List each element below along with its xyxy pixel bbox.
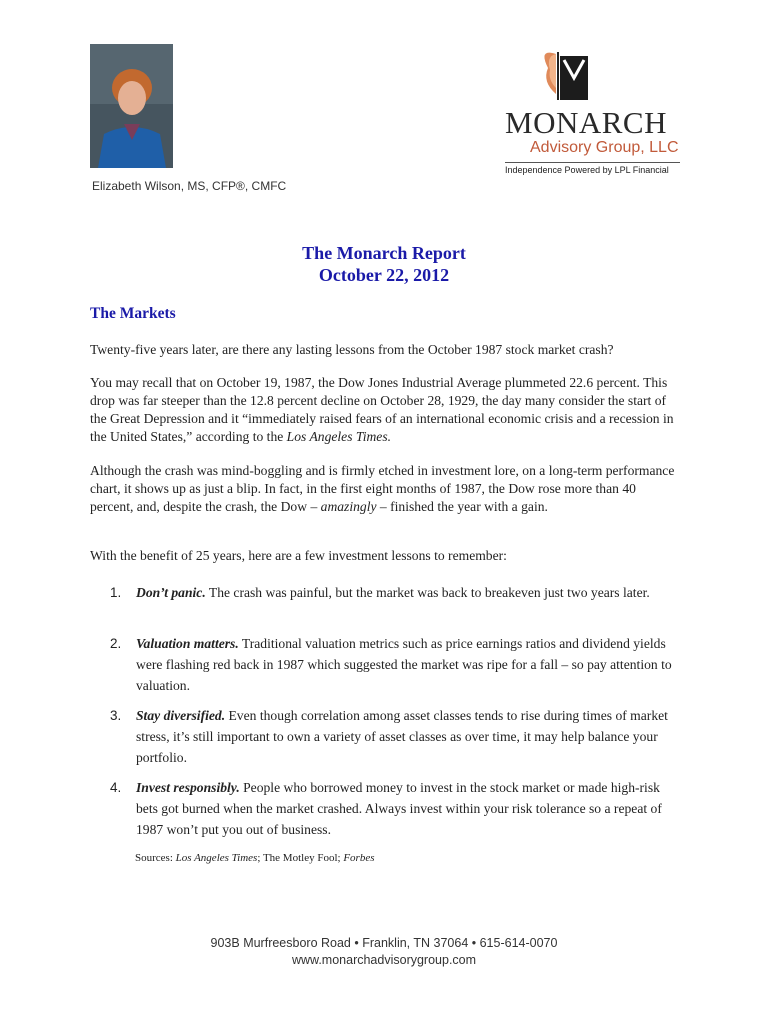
list-item-heading: Invest responsibly.: [136, 780, 240, 795]
list-item-body: Even though correlation among asset classes tends to rise during times of market stress, it’s still important to own a variety of asset classes as over time, it may help balance your portfolio.: [136, 708, 668, 765]
section-heading: The Markets: [90, 305, 176, 322]
footer-address: 903B Murfreesboro Road • Franklin, TN 37064 • 615-614-0070: [210, 936, 558, 950]
report-title-date: October 22, 2012: [318, 265, 450, 285]
sources-separator: ; The Motley Fool;: [257, 852, 344, 864]
list-item-heading: Don’t panic.: [136, 585, 206, 600]
paragraph-crash: [90, 374, 680, 446]
source-forbes: Forbes: [343, 852, 375, 864]
portrait-image: [90, 44, 173, 168]
logo-tagline: Independence Powered by LPL Financial: [505, 165, 669, 175]
list-item-number: 1.: [110, 585, 122, 600]
list-item: [110, 705, 680, 768]
paragraph-intro: Twenty-five years later, are there any lasting lessons from the October 1987 stock market crash?: [90, 342, 614, 357]
paragraph-blip-b: – finished the year with a gain.: [376, 499, 548, 514]
list-item-number: 4.: [110, 780, 122, 795]
list-item-number: 2.: [110, 636, 122, 651]
source-la-times: Los Angeles Times: [175, 852, 258, 864]
sources-label: Sources:: [135, 852, 176, 864]
list-item: [110, 582, 680, 603]
author-photo: [90, 44, 173, 168]
paragraph-crash-text: You may recall that on October 19, 1987, the Dow Jones Industrial Average plummeted 22.6 percent. This drop was far steeper than the 12.8 percent decline on October 28, 1929, the day many consider the start of the Great Depression and it “immediately raised fears of an international economic crisis and a recession in the United States,” according to the: [90, 375, 674, 444]
logo-name: MONARCH: [505, 105, 667, 140]
logo-subtitle: Advisory Group, LLC: [530, 139, 679, 156]
list-item-heading: Stay diversified.: [136, 708, 226, 723]
report-title: [0, 242, 768, 286]
paragraph-blip-a: Although the crash was mind-boggling and is firmly etched in investment lore, on a long-term performance chart, it shows up as just a blip. In fact, in the first eight months of 1987, the Dow rose more than 40 percent, and, despite the crash, the Dow –: [90, 463, 675, 514]
butterfly-icon: [498, 48, 682, 108]
list-item-number: 3.: [110, 708, 122, 723]
list-item-body: Traditional valuation metrics such as price earnings ratios and dividend yields were flashing red back in 1987 which suggested the market was ripe for a fall – so pay attention to valuation.: [136, 636, 672, 693]
paragraph-blip: [90, 462, 680, 516]
list-item: [110, 633, 680, 696]
list-item-heading: Valuation matters.: [136, 636, 239, 651]
report-title-name: The Monarch Report: [302, 243, 466, 263]
sources-line: [135, 852, 374, 864]
logo-divider: [505, 162, 680, 163]
list-item-body: The crash was painful, but the market was back to breakeven just two years later.: [205, 585, 650, 600]
author-caption: Elizabeth Wilson, MS, CFP®, CMFC: [92, 179, 287, 193]
paragraph-lessons-intro: With the benefit of 25 years, here are a few investment lessons to remember:: [90, 548, 507, 563]
paragraph-crash-source: Los Angeles Times.: [286, 429, 392, 444]
footer-website[interactable]: www.monarchadvisorygroup.com: [291, 953, 477, 967]
list-item-body: People who borrowed money to invest in the stock market or made high-risk bets got burned when the market crashed. Always invest within your risk tolerance so a repeat of 1987 won’t put you out of business.: [136, 780, 662, 837]
paragraph-blip-em: amazingly: [320, 499, 377, 514]
list-item: [110, 777, 680, 840]
